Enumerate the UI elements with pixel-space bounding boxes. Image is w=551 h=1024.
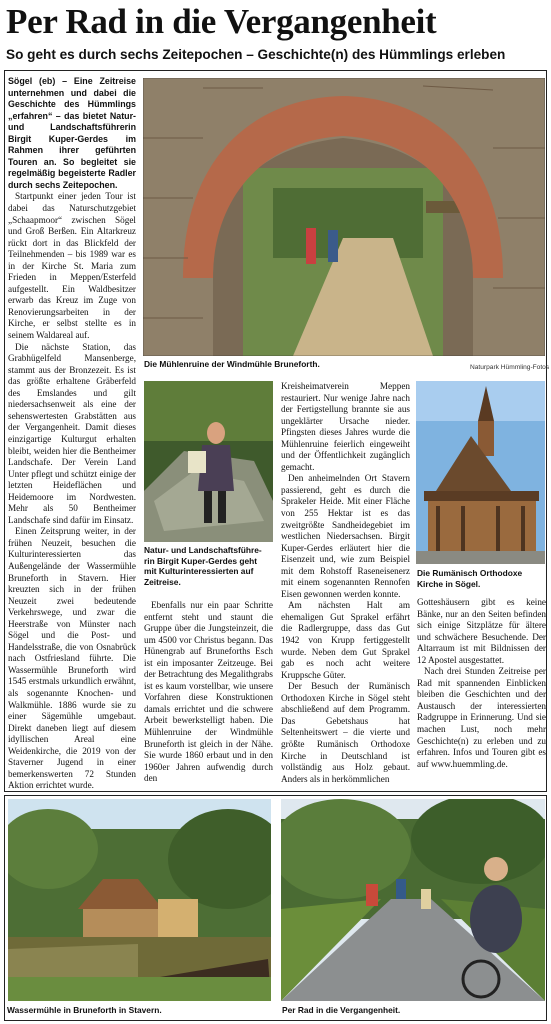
cyclists-photo xyxy=(281,799,545,1001)
body-paragraph: Nach drei Stunden Zeitreise per Rad mit spannenden Einblicken bleiben die Geschichten und der Austausch der interessierten Radgruppe in Erinnerung. Und sie machen Lust, noch mehr Geschichte(n) zu erleben und zu erfahren. Infos und Touren gibt es auf www.huemmling.de. xyxy=(417,666,546,769)
lead-paragraph: Sögel (eb) – Eine Zeitreise unternehmen und dabei die Geschichte des Hümmlings „erfahren“ – das bietet Natur- und Landschaftsführerin Birgit Kuper-Gerdes im Rahmen ihrer geführten Touren an. So begleitet sie regelmäßig begeisterte Radler durch sechs Zeitepochen. xyxy=(8,76,136,190)
body-paragraph: Am nächsten Halt am ehemaligen Gut Sprakel erfährt die Radlergruppe, dass das Gut 1942 von Krupp fertiggestellt wurde. Neben dem Gut Sprakel gab es noch acht weitere Kruppsche Güter. xyxy=(281,600,410,680)
photo-caption: Per Rad in die Vergangenheit. xyxy=(282,1005,401,1015)
body-paragraph: Die nächste Station, das Grabhügelfeld Mansenberge, stammt aus der Bronzezeit. Es ist das größte erhaltene Gräberfeld des Emslandes und gilt niedersachsenweit als eine der sehenswertesten Grabstätten aus der Vergangenheit. Damit dieses einzigartige Kulturgut erhalten bleibt, weiden hier die Bentheimer Landschafe. Der Verein Land Unter pflegt und schützt einige der letzten Heideflächen und Heidemoore im Nordwesten. Mehr als 50 Bentheimer Landschafe sind dafür im Einsatz. xyxy=(8,341,136,525)
article-column-3 xyxy=(281,381,410,785)
article-column-4 xyxy=(417,597,546,770)
body-paragraph: Kreisheimatverein Meppen restauriert. Nur wenige Jahre nach der Fertigstellung brannte sie aus ungeklärter Ursache nieder. Pfingsten dieses Jahres wurde die Mühlenruine feierlich eingeweiht und der Öffentlichkeit zugänglich gemacht. xyxy=(281,381,410,472)
photo-caption: Die Rumänisch Orthodoxe Kirche in Sögel. xyxy=(417,568,523,589)
church-photo xyxy=(416,381,545,564)
body-paragraph: Den anheimelnden Ort Stavern passierend, geht es durch die Sprakeler Heide. Mit einer Fläche von 255 Hektar ist es das zweitgrößte Sandheidegebiet im westlichen Niedersachsen. Birgit Kuper-Gerdes erläutert hier die Eisenzeit und, wie zum Beispiel mit dem Rohstoff Raseneisenerz mit einem sogenannten Rennofen Eisen gewonnen werden konnte. xyxy=(281,473,410,599)
mill-ruin-photo xyxy=(143,78,545,356)
photo-caption: Die Mühlenruine der Windmühle Bruneforth. xyxy=(144,359,320,369)
photo-caption: Wassermühle in Bruneforth in Stavern. xyxy=(7,1005,162,1015)
body-paragraph: Ebenfalls nur ein paar Schritte entfernt steht und staunt die Gruppe über die Jungsteinzeit, die um 4500 vor Christus begann. Das Hünengrab auf Bruneforths Esch ist ein imposanter Zeitzeuge. Bei der Betrachtung des Megalithgrabs ist es kaum vorstellbar, wie unsere Vorfahren diese Konstruktionen damals errichtet und die schwere Arbeit bewerkstelligt haben. Die Mühlenruine der Windmühle Bruneforth ist gleich in der Nähe. Sie wurde 1860 erbaut und in den 1960er Jahren aufwendig durch den xyxy=(144,600,273,784)
article-column-1 xyxy=(8,76,136,792)
photo-credit: Naturpark Hümmling-Fotos xyxy=(470,364,550,371)
guide-photo xyxy=(144,381,273,542)
body-paragraph: Der Besuch der Rumänisch Orthodoxen Kirche in Sögel steht abschließend auf dem Programm. Das Gebetshaus hat Seltenheitswert – die vierte und größte Rumänisch Orthodoxe Kirche in Deutschland ist vollständig aus Holz gebaut. Anders als in herkömmlichen xyxy=(281,681,410,784)
body-paragraph: Startpunkt einer jeden Tour ist dabei das Naturschutzgebiet „Schaapmoor“ zwischen Sögel und Groß Berßen. Ein Altarkreuz rückt dort in das Blickfeld der Teilnehmenden – bis 1989 war es in der Kirche St. Maria zum Frieden in Meppen/Esterfeld aufgestellt. Ein Waldbesitzer erwarb das Kreuz im Zuge von Renovierungsarbeiten in der Kirche, er selbst stellte es in seinem Waldareal auf. xyxy=(8,191,136,341)
body-paragraph: Gotteshäusern gibt es keine Bänke, nur an den Seiten befinden sich einige Sitzplätze für ältere und schwächere Besuchende. Der Altarraum ist mit Bildnissen der 12 Apostel ausgestattet. xyxy=(417,597,546,665)
photo-caption: Natur- und Landschaftsführe- rin Birgit Kuper-Gerdes geht mit Kulturinteressierten auf Zeitreise. xyxy=(144,545,262,587)
body-paragraph: Einen Zeitsprung weiter, in der frühen Neuzeit, besuchen die Kulturinteressierten das Außengelände der Wassermühle Bruneforth in Stavern. Hier kreuzten sich in der frühen Neuzeit zwei bedeutende Verkehrswege, und zwar die Heerstraße von Münster nach Sögel und die Post- und Handelsstraße, die von Osnabrück nach Ostfriesland führte. Die Wassermühle Bruneforth wird 1545 erstmals urkundlich erwähnt, als sogenannte Knochen- und Walkmühle. 1886 wurde sie zu einer Sägemühle umgebaut. Direkt daneben liegt auf diesem idyllischen Areal eine Weidenkirche, die 2019 von der Staverner Jugend in einer bemerkenswerten 72 Stunden Aktion errichtet wurde. xyxy=(8,526,136,791)
headline: Per Rad in die Vergangenheit xyxy=(6,2,437,41)
article-column-2 xyxy=(144,600,273,785)
subheadline: So geht es durch sechs Zeitepochen – Geschichte(n) des Hümmlings erleben xyxy=(6,47,506,62)
water-mill-photo xyxy=(8,799,271,1001)
